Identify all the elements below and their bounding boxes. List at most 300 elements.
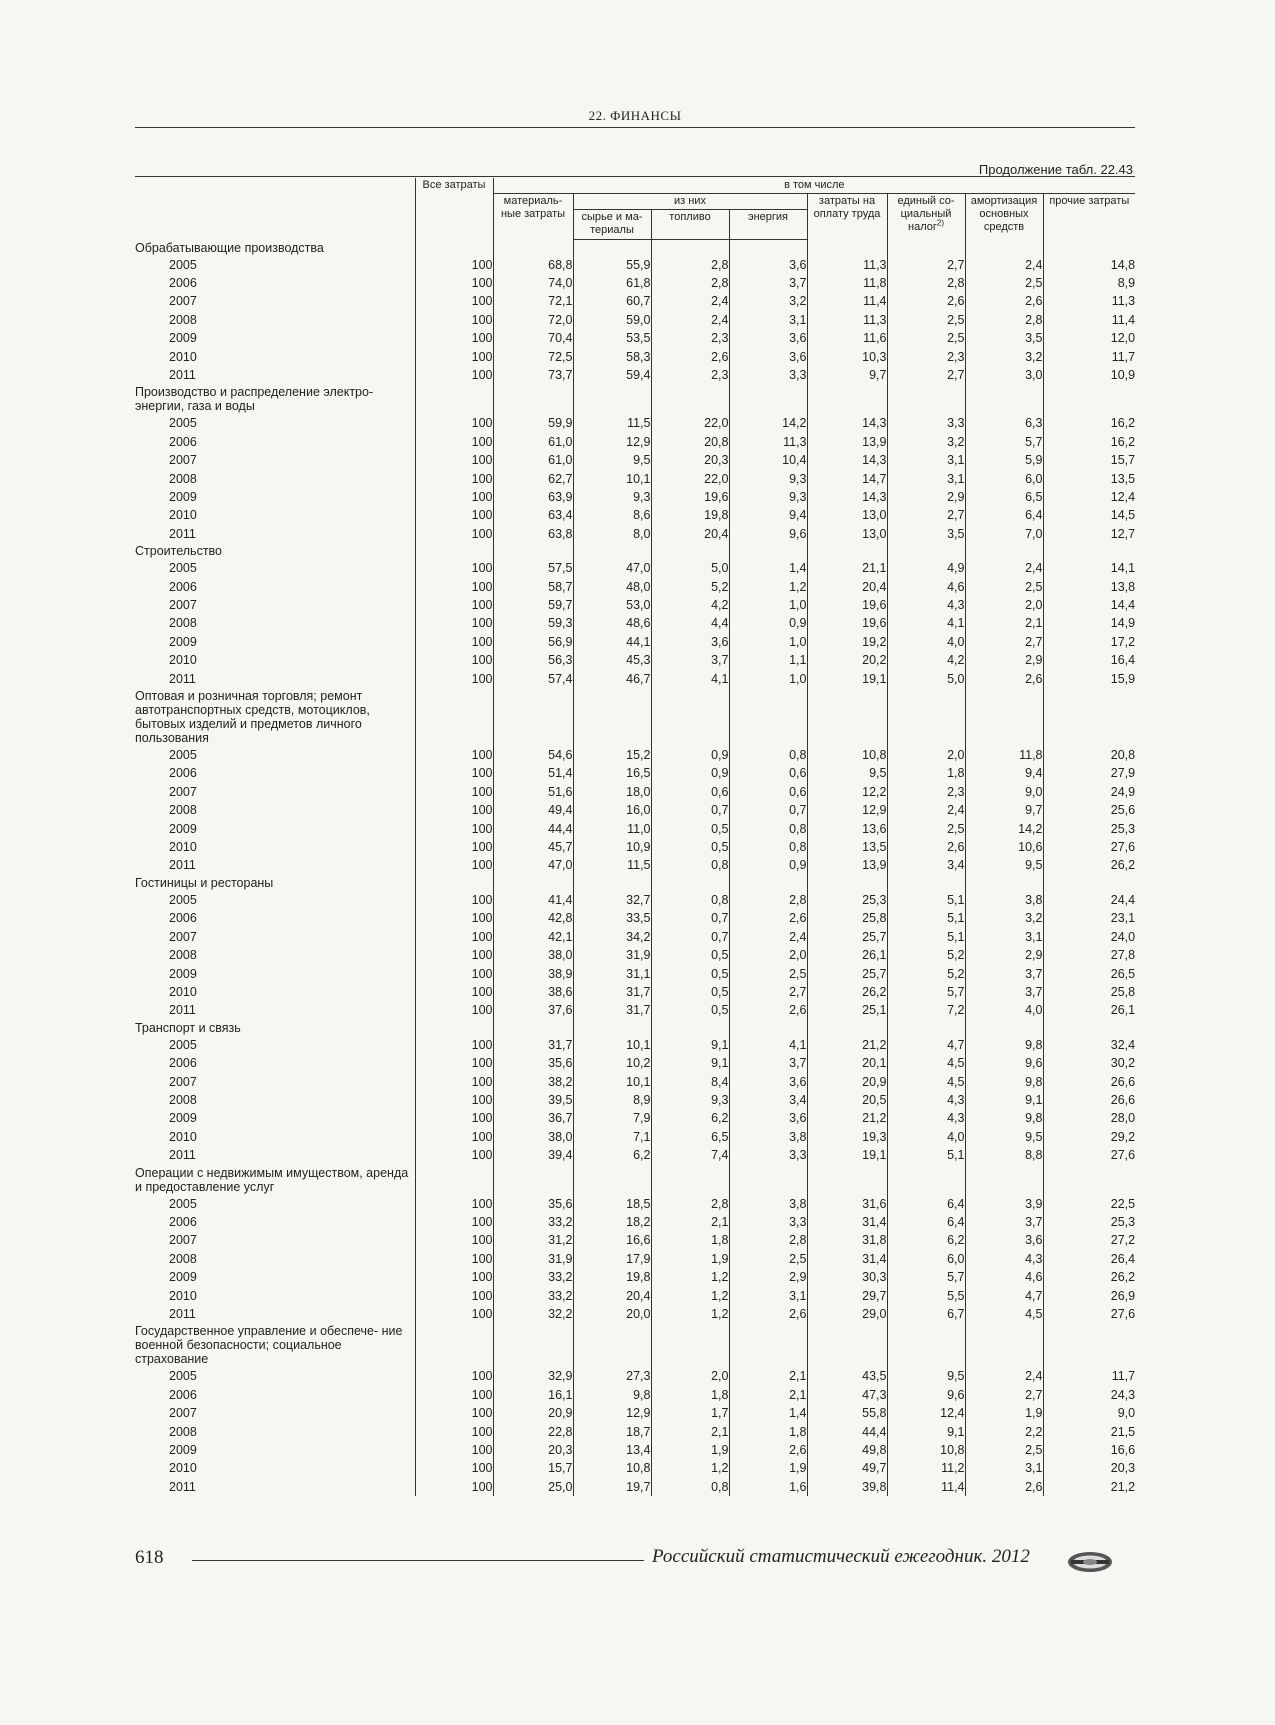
- table-row: [135, 1268, 1135, 1286]
- value-cell: 22,0: [651, 414, 729, 432]
- value-cell: 100: [415, 1054, 493, 1072]
- value-cell: 44,4: [807, 1423, 887, 1441]
- table-row: [135, 506, 1135, 524]
- value-cell: 12,4: [887, 1404, 965, 1422]
- value-cell: 100: [415, 525, 493, 543]
- value-cell: 4,2: [887, 651, 965, 669]
- value-cell: 72,5: [493, 348, 573, 366]
- year-cell: 2009: [169, 331, 197, 346]
- year-cell: 2011: [169, 1003, 196, 1018]
- value-cell: 12,4: [1043, 488, 1135, 506]
- value-cell: 12,0: [1043, 329, 1135, 347]
- value-cell: 19,8: [651, 506, 729, 524]
- value-cell: 100: [415, 506, 493, 524]
- value-cell: 32,9: [493, 1367, 573, 1385]
- value-cell: 100: [415, 856, 493, 874]
- value-cell: 14,9: [1043, 614, 1135, 632]
- value-cell: 11,4: [807, 292, 887, 310]
- value-cell: 19,7: [573, 1478, 651, 1496]
- year-cell: 2010: [169, 1129, 197, 1144]
- value-cell: 24,9: [1043, 783, 1135, 801]
- value-cell: 3,3: [729, 1213, 807, 1231]
- value-cell: 2,7: [729, 983, 807, 1001]
- value-cell: 2,5: [887, 820, 965, 838]
- value-cell: 1,0: [729, 670, 807, 688]
- value-cell: 100: [415, 433, 493, 451]
- header-social-tax: [887, 194, 965, 240]
- empty-cell: [573, 240, 651, 256]
- year-cell: 2009: [169, 966, 197, 981]
- value-cell: 10,2: [573, 1054, 651, 1072]
- table-row: [135, 983, 1135, 1001]
- value-cell: 74,0: [493, 274, 573, 292]
- empty-cell: [573, 1020, 651, 1036]
- header-of-which: из них: [573, 194, 807, 210]
- header-all-costs: Все затраты: [415, 178, 493, 240]
- value-cell: 20,3: [493, 1441, 573, 1459]
- year-cell: 2011: [169, 1479, 196, 1494]
- value-cell: 27,3: [573, 1367, 651, 1385]
- table-continuation-label: Продолжение табл. 22.43: [978, 162, 1133, 177]
- header-labor: затраты на оплату труда: [807, 194, 887, 240]
- value-cell: 10,9: [573, 838, 651, 856]
- value-cell: 18,0: [573, 783, 651, 801]
- value-cell: 4,6: [965, 1268, 1043, 1286]
- value-cell: 35,6: [493, 1054, 573, 1072]
- empty-cell: [887, 1323, 965, 1367]
- value-cell: 20,4: [651, 525, 729, 543]
- value-cell: 14,1: [1043, 559, 1135, 577]
- value-cell: 38,0: [493, 1128, 573, 1146]
- empty-cell: [729, 240, 807, 256]
- value-cell: 100: [415, 470, 493, 488]
- value-cell: 100: [415, 1441, 493, 1459]
- value-cell: 20,1: [807, 1054, 887, 1072]
- value-cell: 19,2: [807, 633, 887, 651]
- value-cell: 23,1: [1043, 909, 1135, 927]
- year-cell: 2007: [169, 784, 197, 799]
- value-cell: 22,5: [1043, 1195, 1135, 1213]
- value-cell: 29,0: [807, 1305, 887, 1323]
- table-row: [135, 578, 1135, 596]
- value-cell: 53,5: [573, 329, 651, 347]
- value-cell: 5,0: [887, 670, 965, 688]
- section-title: Строительство: [135, 544, 222, 559]
- value-cell: 0,8: [729, 820, 807, 838]
- table-row: [135, 801, 1135, 819]
- value-cell: 2,5: [965, 274, 1043, 292]
- value-cell: 4,2: [651, 596, 729, 614]
- value-cell: 8,6: [573, 506, 651, 524]
- value-cell: 1,8: [651, 1386, 729, 1404]
- value-cell: 16,4: [1043, 651, 1135, 669]
- value-cell: 3,2: [729, 292, 807, 310]
- value-cell: 9,8: [965, 1073, 1043, 1091]
- value-cell: 2,1: [729, 1386, 807, 1404]
- year-cell: 2005: [169, 892, 197, 907]
- value-cell: 27,2: [1043, 1231, 1135, 1249]
- value-cell: 11,2: [887, 1459, 965, 1477]
- value-cell: 11,3: [1043, 292, 1135, 310]
- value-cell: 29,2: [1043, 1128, 1135, 1146]
- value-cell: 30,3: [807, 1268, 887, 1286]
- empty-cell: [573, 688, 651, 746]
- yearbook-title: Российский статистический ежегодник. 2012: [652, 1546, 1030, 1567]
- value-cell: 39,4: [493, 1146, 573, 1164]
- value-cell: 9,6: [729, 525, 807, 543]
- table-row: [135, 965, 1135, 983]
- value-cell: 9,8: [965, 1109, 1043, 1127]
- table-row: [135, 746, 1135, 764]
- value-cell: 20,3: [651, 451, 729, 469]
- value-cell: 11,4: [887, 1478, 965, 1496]
- value-cell: 3,4: [887, 856, 965, 874]
- value-cell: 0,9: [729, 856, 807, 874]
- value-cell: 4,7: [887, 1036, 965, 1054]
- empty-cell: [493, 875, 573, 891]
- value-cell: 5,2: [651, 578, 729, 596]
- value-cell: 25,1: [807, 1001, 887, 1019]
- value-cell: 35,6: [493, 1195, 573, 1213]
- empty-cell: [493, 1323, 573, 1367]
- value-cell: 49,7: [807, 1459, 887, 1477]
- value-cell: 2,0: [729, 946, 807, 964]
- value-cell: 21,2: [1043, 1478, 1135, 1496]
- table-row: [135, 1250, 1135, 1268]
- value-cell: 100: [415, 578, 493, 596]
- value-cell: 20,3: [1043, 1459, 1135, 1477]
- section-title: Обрабатывающие производства: [135, 240, 324, 255]
- value-cell: 54,6: [493, 746, 573, 764]
- value-cell: 2,3: [887, 348, 965, 366]
- value-cell: 6,2: [651, 1109, 729, 1127]
- value-cell: 3,2: [965, 909, 1043, 927]
- value-cell: 11,8: [807, 274, 887, 292]
- value-cell: 9,6: [887, 1386, 965, 1404]
- value-cell: 63,9: [493, 488, 573, 506]
- year-cell: 2006: [169, 579, 197, 594]
- value-cell: 100: [415, 1423, 493, 1441]
- table-row: [135, 1423, 1135, 1441]
- value-cell: 11,5: [573, 856, 651, 874]
- empty-cell: [1043, 688, 1135, 746]
- value-cell: 33,2: [493, 1287, 573, 1305]
- value-cell: 59,3: [493, 614, 573, 632]
- value-cell: 1,2: [651, 1287, 729, 1305]
- value-cell: 58,7: [493, 578, 573, 596]
- value-cell: 100: [415, 1091, 493, 1109]
- empty-cell: [493, 1020, 573, 1036]
- value-cell: 43,5: [807, 1367, 887, 1385]
- value-cell: 25,3: [1043, 1213, 1135, 1231]
- value-cell: 3,1: [965, 1459, 1043, 1477]
- value-cell: 10,1: [573, 1073, 651, 1091]
- empty-cell: [573, 1165, 651, 1195]
- value-cell: 6,4: [887, 1195, 965, 1213]
- value-cell: 19,6: [651, 488, 729, 506]
- value-cell: 2,4: [729, 928, 807, 946]
- value-cell: 26,2: [1043, 856, 1135, 874]
- empty-cell: [807, 1323, 887, 1367]
- value-cell: 9,5: [807, 764, 887, 782]
- value-cell: 25,3: [807, 891, 887, 909]
- value-cell: 0,6: [651, 783, 729, 801]
- value-cell: 26,2: [1043, 1268, 1135, 1286]
- value-cell: 0,5: [651, 946, 729, 964]
- year-cell: 2010: [169, 653, 197, 668]
- table-row: [135, 470, 1135, 488]
- value-cell: 3,2: [887, 433, 965, 451]
- year-cell: 2008: [169, 1251, 197, 1266]
- table-row: [135, 820, 1135, 838]
- header-rule: [135, 127, 1135, 128]
- empty-cell: [651, 875, 729, 891]
- header-energy: энергия: [729, 210, 807, 240]
- value-cell: 10,6: [965, 838, 1043, 856]
- value-cell: 100: [415, 1404, 493, 1422]
- value-cell: 13,5: [1043, 470, 1135, 488]
- value-cell: 4,9: [887, 559, 965, 577]
- table-row: [135, 525, 1135, 543]
- value-cell: 31,4: [807, 1250, 887, 1268]
- value-cell: 24,0: [1043, 928, 1135, 946]
- value-cell: 0,8: [651, 891, 729, 909]
- empty-cell: [493, 543, 573, 559]
- value-cell: 3,1: [729, 1287, 807, 1305]
- table-row: [135, 856, 1135, 874]
- year-cell: 2009: [169, 1270, 197, 1285]
- cost-structure-table: [135, 178, 1135, 1496]
- year-cell: 2011: [169, 858, 196, 873]
- table-row: [135, 1478, 1135, 1496]
- year-cell: 2011: [169, 671, 196, 686]
- value-cell: 25,8: [807, 909, 887, 927]
- value-cell: 20,8: [651, 433, 729, 451]
- value-cell: 3,7: [729, 274, 807, 292]
- value-cell: 27,9: [1043, 764, 1135, 782]
- value-cell: 2,6: [965, 670, 1043, 688]
- value-cell: 1,9: [965, 1404, 1043, 1422]
- empty-cell: [415, 384, 493, 414]
- value-cell: 57,4: [493, 670, 573, 688]
- empty-cell: [415, 543, 493, 559]
- value-cell: 5,2: [887, 965, 965, 983]
- year-cell: 2005: [169, 257, 197, 272]
- value-cell: 2,7: [887, 366, 965, 384]
- value-cell: 1,8: [887, 764, 965, 782]
- value-cell: 38,9: [493, 965, 573, 983]
- value-cell: 25,0: [493, 1478, 573, 1496]
- value-cell: 2,2: [965, 1423, 1043, 1441]
- value-cell: 2,4: [887, 801, 965, 819]
- value-cell: 32,2: [493, 1305, 573, 1323]
- value-cell: 21,2: [807, 1036, 887, 1054]
- value-cell: 2,7: [887, 256, 965, 274]
- value-cell: 2,7: [887, 506, 965, 524]
- value-cell: 5,7: [965, 433, 1043, 451]
- value-cell: 3,1: [887, 451, 965, 469]
- value-cell: 72,1: [493, 292, 573, 310]
- value-cell: 3,7: [651, 651, 729, 669]
- empty-cell: [887, 1165, 965, 1195]
- empty-cell: [493, 240, 573, 256]
- value-cell: 27,6: [1043, 1305, 1135, 1323]
- value-cell: 3,4: [729, 1091, 807, 1109]
- empty-cell: [651, 688, 729, 746]
- value-cell: 100: [415, 1213, 493, 1231]
- value-cell: 3,6: [651, 633, 729, 651]
- year-cell: 2006: [169, 766, 197, 781]
- year-cell: 2008: [169, 1424, 197, 1439]
- table-row: [135, 348, 1135, 366]
- year-cell: 2007: [169, 1074, 197, 1089]
- empty-cell: [807, 240, 887, 256]
- value-cell: 10,1: [573, 1036, 651, 1054]
- value-cell: 6,4: [965, 506, 1043, 524]
- value-cell: 13,0: [807, 525, 887, 543]
- empty-cell: [965, 240, 1043, 256]
- value-cell: 62,7: [493, 470, 573, 488]
- value-cell: 3,6: [729, 1073, 807, 1091]
- value-cell: 16,2: [1043, 433, 1135, 451]
- value-cell: 38,6: [493, 983, 573, 1001]
- value-cell: 31,7: [573, 983, 651, 1001]
- value-cell: 6,7: [887, 1305, 965, 1323]
- value-cell: 51,4: [493, 764, 573, 782]
- value-cell: 0,9: [651, 764, 729, 782]
- value-cell: 14,3: [807, 414, 887, 432]
- table-row: [135, 838, 1135, 856]
- value-cell: 2,1: [651, 1423, 729, 1441]
- empty-cell: [729, 1165, 807, 1195]
- value-cell: 19,1: [807, 1146, 887, 1164]
- value-cell: 3,8: [729, 1128, 807, 1146]
- header-social-tax-text: единый со- циальный налог: [897, 195, 955, 233]
- value-cell: 1,2: [729, 578, 807, 596]
- value-cell: 0,8: [651, 856, 729, 874]
- value-cell: 9,1: [965, 1091, 1043, 1109]
- value-cell: 2,3: [651, 329, 729, 347]
- section-title: Операции с недвижимым имуществом, аренда и предоставление услуг: [135, 1165, 409, 1194]
- value-cell: 11,6: [807, 329, 887, 347]
- value-cell: 2,6: [729, 1305, 807, 1323]
- value-cell: 31,2: [493, 1231, 573, 1249]
- value-cell: 32,4: [1043, 1036, 1135, 1054]
- value-cell: 9,3: [573, 488, 651, 506]
- value-cell: 100: [415, 559, 493, 577]
- section-header-row: [135, 240, 1135, 256]
- empty-cell: [651, 1020, 729, 1036]
- value-cell: 100: [415, 1305, 493, 1323]
- yearbook-logo-icon: [1067, 1551, 1113, 1573]
- year-cell: 2011: [169, 1148, 196, 1163]
- table-row: [135, 651, 1135, 669]
- empty-cell: [1043, 1020, 1135, 1036]
- value-cell: 16,1: [493, 1386, 573, 1404]
- value-cell: 12,7: [1043, 525, 1135, 543]
- empty-cell: [573, 543, 651, 559]
- value-cell: 0,6: [729, 783, 807, 801]
- section-header-row: [135, 1020, 1135, 1036]
- empty-cell: [965, 1165, 1043, 1195]
- value-cell: 13,9: [807, 433, 887, 451]
- value-cell: 4,3: [887, 1109, 965, 1127]
- value-cell: 13,4: [573, 1441, 651, 1459]
- value-cell: 9,6: [965, 1054, 1043, 1072]
- value-cell: 70,4: [493, 329, 573, 347]
- value-cell: 61,8: [573, 274, 651, 292]
- value-cell: 100: [415, 820, 493, 838]
- table-row: [135, 764, 1135, 782]
- value-cell: 2,5: [729, 965, 807, 983]
- value-cell: 26,6: [1043, 1073, 1135, 1091]
- value-cell: 100: [415, 1478, 493, 1496]
- header-material: материаль- ные затраты: [493, 194, 573, 240]
- value-cell: 44,4: [493, 820, 573, 838]
- value-cell: 100: [415, 1146, 493, 1164]
- value-cell: 21,5: [1043, 1423, 1135, 1441]
- value-cell: 39,8: [807, 1478, 887, 1496]
- value-cell: 49,8: [807, 1441, 887, 1459]
- empty-cell: [729, 1323, 807, 1367]
- value-cell: 2,4: [965, 559, 1043, 577]
- table-row: [135, 946, 1135, 964]
- table-row: [135, 1109, 1135, 1127]
- value-cell: 4,5: [965, 1305, 1043, 1323]
- table-row: [135, 559, 1135, 577]
- value-cell: 7,4: [651, 1146, 729, 1164]
- value-cell: 100: [415, 596, 493, 614]
- table-row: [135, 292, 1135, 310]
- value-cell: 7,0: [965, 525, 1043, 543]
- value-cell: 16,5: [573, 764, 651, 782]
- value-cell: 41,4: [493, 891, 573, 909]
- value-cell: 11,5: [573, 414, 651, 432]
- value-cell: 100: [415, 764, 493, 782]
- value-cell: 26,9: [1043, 1287, 1135, 1305]
- value-cell: 20,5: [807, 1091, 887, 1109]
- value-cell: 2,8: [651, 256, 729, 274]
- header-depreciation: амортизация основных средств: [965, 194, 1043, 240]
- table-row: [135, 488, 1135, 506]
- value-cell: 59,7: [493, 596, 573, 614]
- value-cell: 2,6: [729, 1441, 807, 1459]
- table-row: [135, 633, 1135, 651]
- value-cell: 100: [415, 348, 493, 366]
- value-cell: 20,4: [573, 1287, 651, 1305]
- empty-cell: [651, 1165, 729, 1195]
- value-cell: 5,1: [887, 891, 965, 909]
- value-cell: 100: [415, 1073, 493, 1091]
- value-cell: 22,8: [493, 1423, 573, 1441]
- value-cell: 100: [415, 311, 493, 329]
- value-cell: 2,0: [651, 1367, 729, 1385]
- table-row: [135, 366, 1135, 384]
- value-cell: 6,3: [965, 414, 1043, 432]
- value-cell: 19,8: [573, 1268, 651, 1286]
- value-cell: 2,5: [729, 1250, 807, 1268]
- value-cell: 5,1: [887, 928, 965, 946]
- value-cell: 14,4: [1043, 596, 1135, 614]
- year-cell: 2005: [169, 1037, 197, 1052]
- empty-cell: [807, 1165, 887, 1195]
- value-cell: 0,7: [651, 909, 729, 927]
- table-body: [135, 240, 1135, 1497]
- value-cell: 14,5: [1043, 506, 1135, 524]
- value-cell: 2,3: [651, 366, 729, 384]
- value-cell: 2,6: [887, 838, 965, 856]
- value-cell: 44,1: [573, 633, 651, 651]
